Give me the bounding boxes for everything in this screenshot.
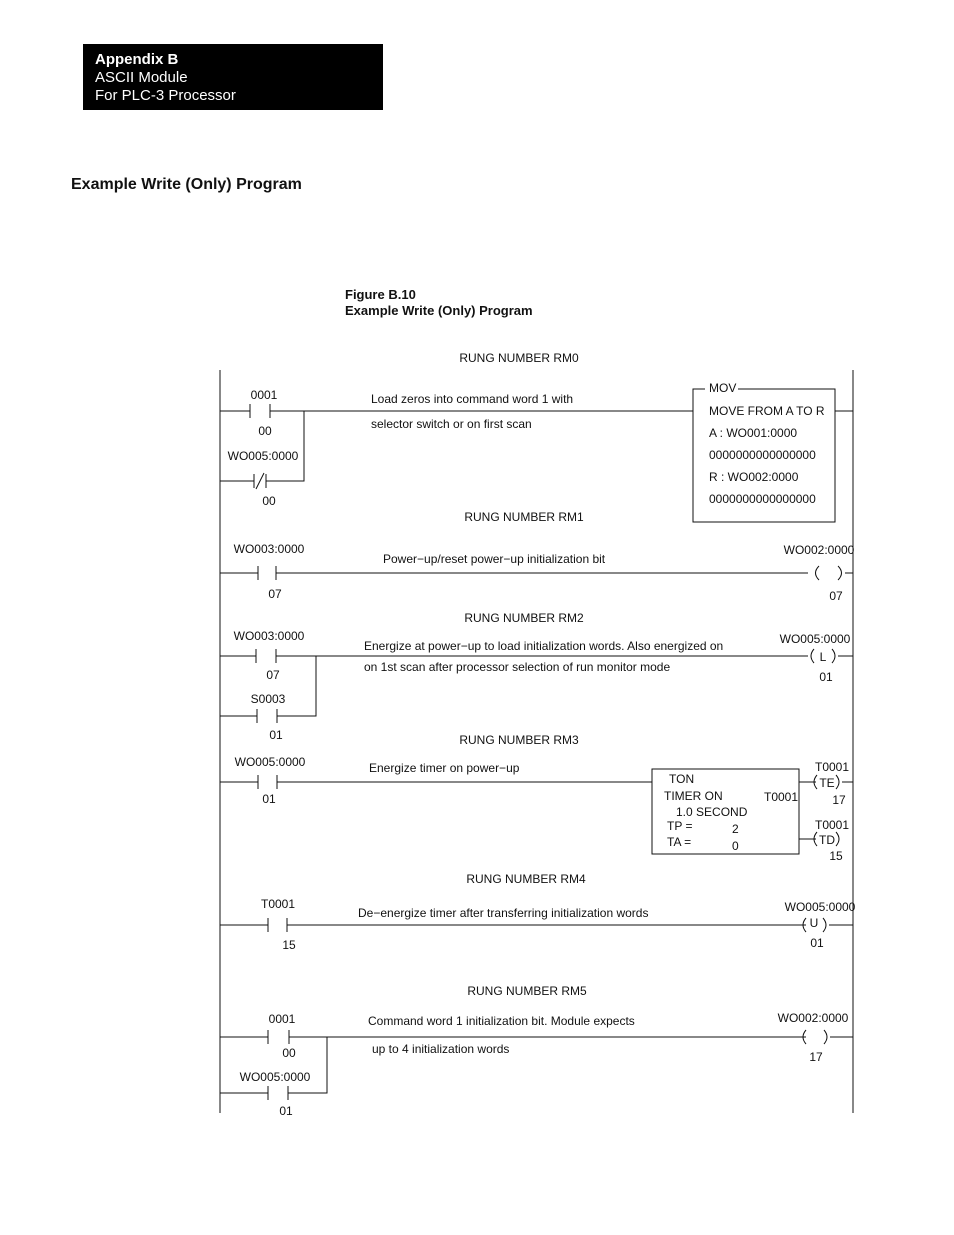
rung-comment: selector switch or on first scan (371, 417, 532, 431)
rung-comment: up to 4 initialization words (372, 1042, 510, 1056)
coil-bit: 01 (810, 936, 824, 950)
contact-bit: 00 (258, 424, 272, 438)
xic-contact-symbol (220, 404, 693, 418)
xic-contact-symbol (220, 566, 808, 580)
coil-letter: U (809, 916, 819, 930)
mov-label: MOV (709, 381, 737, 395)
rung-rm3 (220, 733, 853, 863)
contact-bit: 07 (268, 587, 282, 601)
coil-bit: 17 (809, 1050, 823, 1064)
ta-label: TA = (667, 835, 692, 849)
module-label: ASCII Module (95, 69, 188, 86)
figure-number: Figure B.10 (345, 287, 416, 302)
rung-rm5 (220, 984, 853, 1118)
rung-title: RUNG NUMBER RM2 (464, 611, 584, 625)
rung-title: RUNG NUMBER RM3 (459, 733, 579, 747)
contact-bit: 01 (279, 1104, 293, 1118)
mov-line: R : WO002:0000 (709, 470, 799, 484)
rung-rm2 (220, 611, 853, 742)
contact-address: WO005:0000 (239, 1070, 311, 1084)
tp-label: TP = (667, 819, 693, 833)
xic-contact-symbol (220, 1030, 806, 1044)
coil-bit: 17 (832, 793, 846, 807)
contact-address: 0001 (250, 388, 278, 402)
coil-address: WO002:0000 (783, 543, 855, 557)
ton-label: TON (669, 772, 695, 786)
xic-contact-symbol (220, 775, 652, 789)
coil-address: WO005:0000 (784, 900, 856, 914)
rung-rm1 (220, 510, 855, 603)
timer-on-label: TIMER ON (664, 789, 723, 803)
xic-contact-symbol (220, 656, 316, 723)
coil-bit: 01 (819, 670, 833, 684)
coil-address: WO005:0000 (779, 632, 851, 646)
timer-address: T0001 (764, 790, 799, 804)
contact-address: WO005:0000 (227, 449, 299, 463)
coil-letter: TE (819, 776, 835, 790)
rung-rm4 (220, 872, 856, 952)
timer-base: 1.0 SECOND (676, 805, 748, 819)
rung-title: RUNG NUMBER RM5 (467, 984, 587, 998)
output-coil-symbol (816, 566, 854, 580)
contact-bit: 07 (266, 668, 280, 682)
contact-bit: 00 (262, 494, 276, 508)
mov-line: MOVE FROM A TO R (709, 404, 825, 418)
output-coil-symbol (803, 1030, 853, 1044)
contact-address: T0001 (260, 897, 296, 911)
ta-value: 0 (732, 839, 739, 853)
figure-caption: Example Write (Only) Program (345, 303, 533, 318)
rung-comment: Load zeros into command word 1 with (371, 392, 574, 406)
contact-bit: 01 (262, 792, 276, 806)
contact-bit: 00 (282, 1046, 296, 1060)
appendix-label: Appendix B (95, 51, 179, 68)
coil-address: T0001 (814, 760, 850, 774)
rung-comment: Command word 1 initialization bit. Module expects (368, 1014, 635, 1028)
rung-comment: De−energize timer after transferring initialization words (358, 906, 649, 920)
rung-comment: Energize timer on power−up (369, 761, 520, 775)
rung-comment: Power−up/reset power−up initialization bit (383, 552, 606, 566)
tp-value: 2 (732, 822, 739, 836)
mov-line: 0000000000000000 (709, 448, 816, 462)
latch-coil-symbol (811, 649, 853, 663)
contact-address: WO003:0000 (233, 629, 305, 643)
coil-bit: 07 (829, 589, 843, 603)
contact-address: WO003:0000 (233, 542, 305, 556)
contact-bit: 01 (269, 728, 283, 742)
contact-address: WO005:0000 (234, 755, 306, 769)
rung-comment: Energize at power−up to load initialization words. Also energized on (364, 639, 724, 653)
mov-line: 0000000000000000 (709, 492, 816, 506)
rung-rm0 (220, 351, 853, 522)
rung-title: RUNG NUMBER RM0 (459, 351, 579, 365)
contact-bit: 15 (282, 938, 296, 952)
section-title: Example Write (Only) Program (71, 176, 302, 193)
coil-letter: TD (819, 833, 835, 847)
rung-comment: on 1st scan after processor selection of run monitor mode (364, 660, 671, 674)
rung-title: RUNG NUMBER RM1 (464, 510, 584, 524)
rung-title: RUNG NUMBER RM4 (466, 872, 586, 886)
coil-address: T0001 (814, 818, 850, 832)
contact-address: 0001 (268, 1012, 296, 1026)
coil-letter: L (819, 650, 827, 664)
xic-contact-symbol (220, 918, 806, 932)
coil-bit: 15 (829, 849, 843, 863)
mov-line: A : WO001:0000 (709, 426, 798, 440)
processor-label: For PLC-3 Processor (95, 87, 236, 104)
contact-address: S0003 (250, 692, 286, 706)
xic-contact-symbol (220, 1037, 327, 1100)
coil-address: WO002:0000 (777, 1011, 849, 1025)
